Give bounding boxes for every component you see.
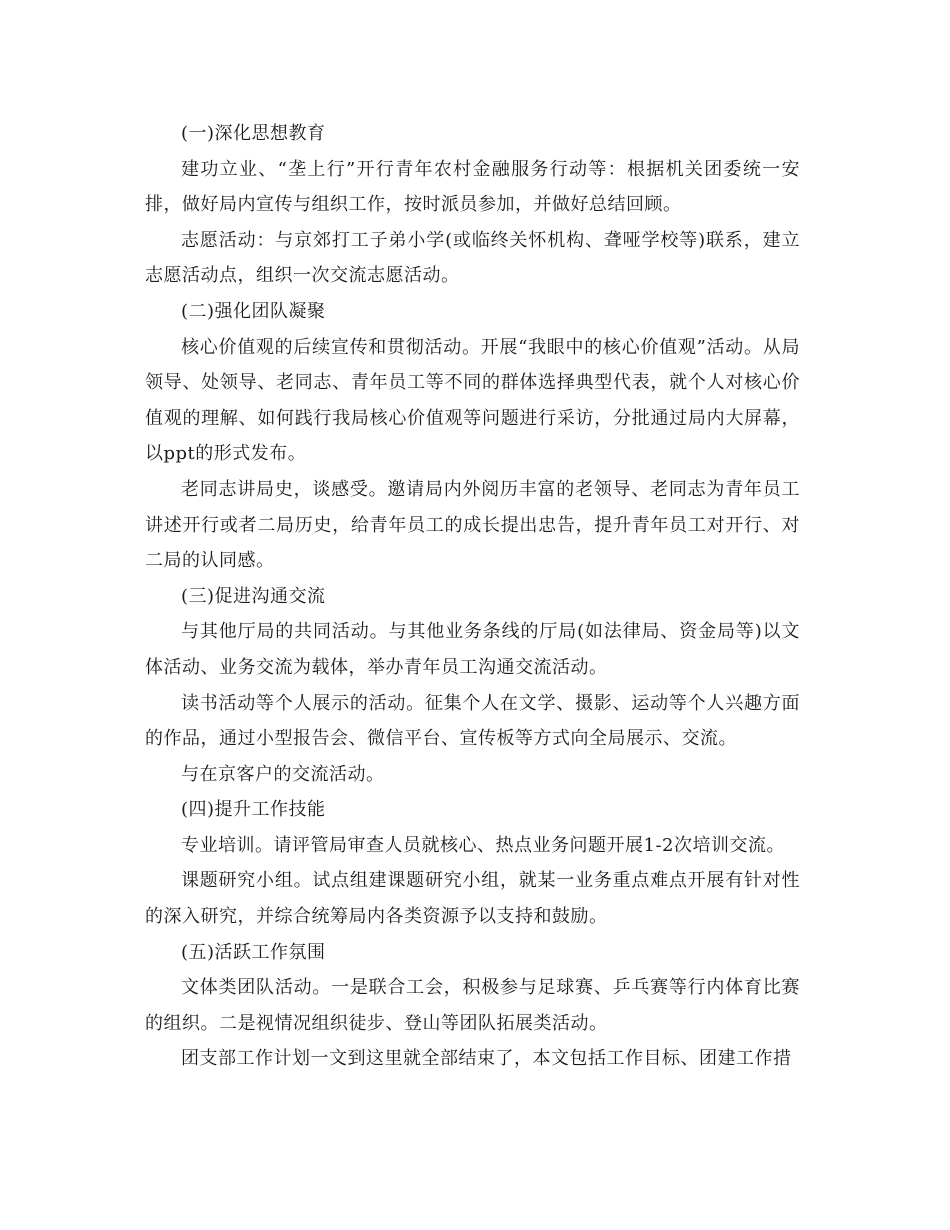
section-heading-4: (四)提升工作技能	[181, 799, 326, 821]
paragraph-3-2: 读书活动等个人展示的活动。征集个人在文学、摄影、运动等个人兴趣方面的作品，通过小型报告会、微信平台、宣传板等方式向全局展示、交流。	[145, 692, 800, 750]
paragraph-2-1: 核心价值观的后续宣传和贯彻活动。开展“我眼中的核心价值观”活动。从局领导、处领导、老同志、青年员工等不同的群体选择典型代表，就个人对核心价值观的理解、如何践行我局核心价值观等问题进行采访，分批通过局内大屏幕，以ppt的形式发布。	[145, 336, 800, 465]
paragraph-3-3: 与在京客户的交流活动。	[181, 763, 385, 785]
section-heading-3: (三)促进沟通交流	[181, 585, 326, 607]
paragraph-4-1: 专业培训。请评管局审查人员就核心、热点业务问题开展1-2次培训交流。	[181, 834, 785, 856]
paragraph-4-2: 课题研究小组。试点组建课题研究小组，就某一业务重点难点开展有针对性的深入研究，并综合统筹局内各类资源予以支持和鼓励。	[145, 870, 800, 928]
paragraph-5-2: 团支部工作计划一文到这里就全部结束了，本文包括工作目标、团建工作措	[181, 1048, 792, 1070]
paragraph-2-2: 老同志讲局史，谈感受。邀请局内外阅历丰富的老领导、老同志为青年员工讲述开行或者二局历史，给青年员工的成长提出忠告，提升青年员工对开行、对二局的认同感。	[145, 478, 800, 572]
paragraph-1-2: 志愿活动：与京郊打工子弟小学(或临终关怀机构、聋哑学校等)联系，建立志愿活动点，组织一次交流志愿活动。	[145, 229, 800, 287]
section-heading-2: (二)强化团队凝聚	[181, 300, 326, 322]
paragraph-3-1: 与其他厅局的共同活动。与其他业务条线的厅局(如法律局、资金局等)以文体活动、业务交流为载体，举办青年员工沟通交流活动。	[145, 621, 800, 678]
paragraph-5-1: 文体类团队活动。一是联合工会，积极参与足球赛、乒乓赛等行内体育比赛的组织。二是视情况组织徒步、登山等团队拓展类活动。	[145, 977, 800, 1034]
document-body	[145, 116, 800, 1077]
section-heading-5: (五)活跃工作氛围	[181, 941, 326, 963]
paragraph-1-1: 建功立业、“垄上行”开行青年农村金融服务行动等：根据机关团委统一安排，做好局内宣传与组织工作，按时派员参加，并做好总结回顾。	[145, 158, 800, 216]
section-heading-1: (一)深化思想教育	[181, 123, 326, 144]
